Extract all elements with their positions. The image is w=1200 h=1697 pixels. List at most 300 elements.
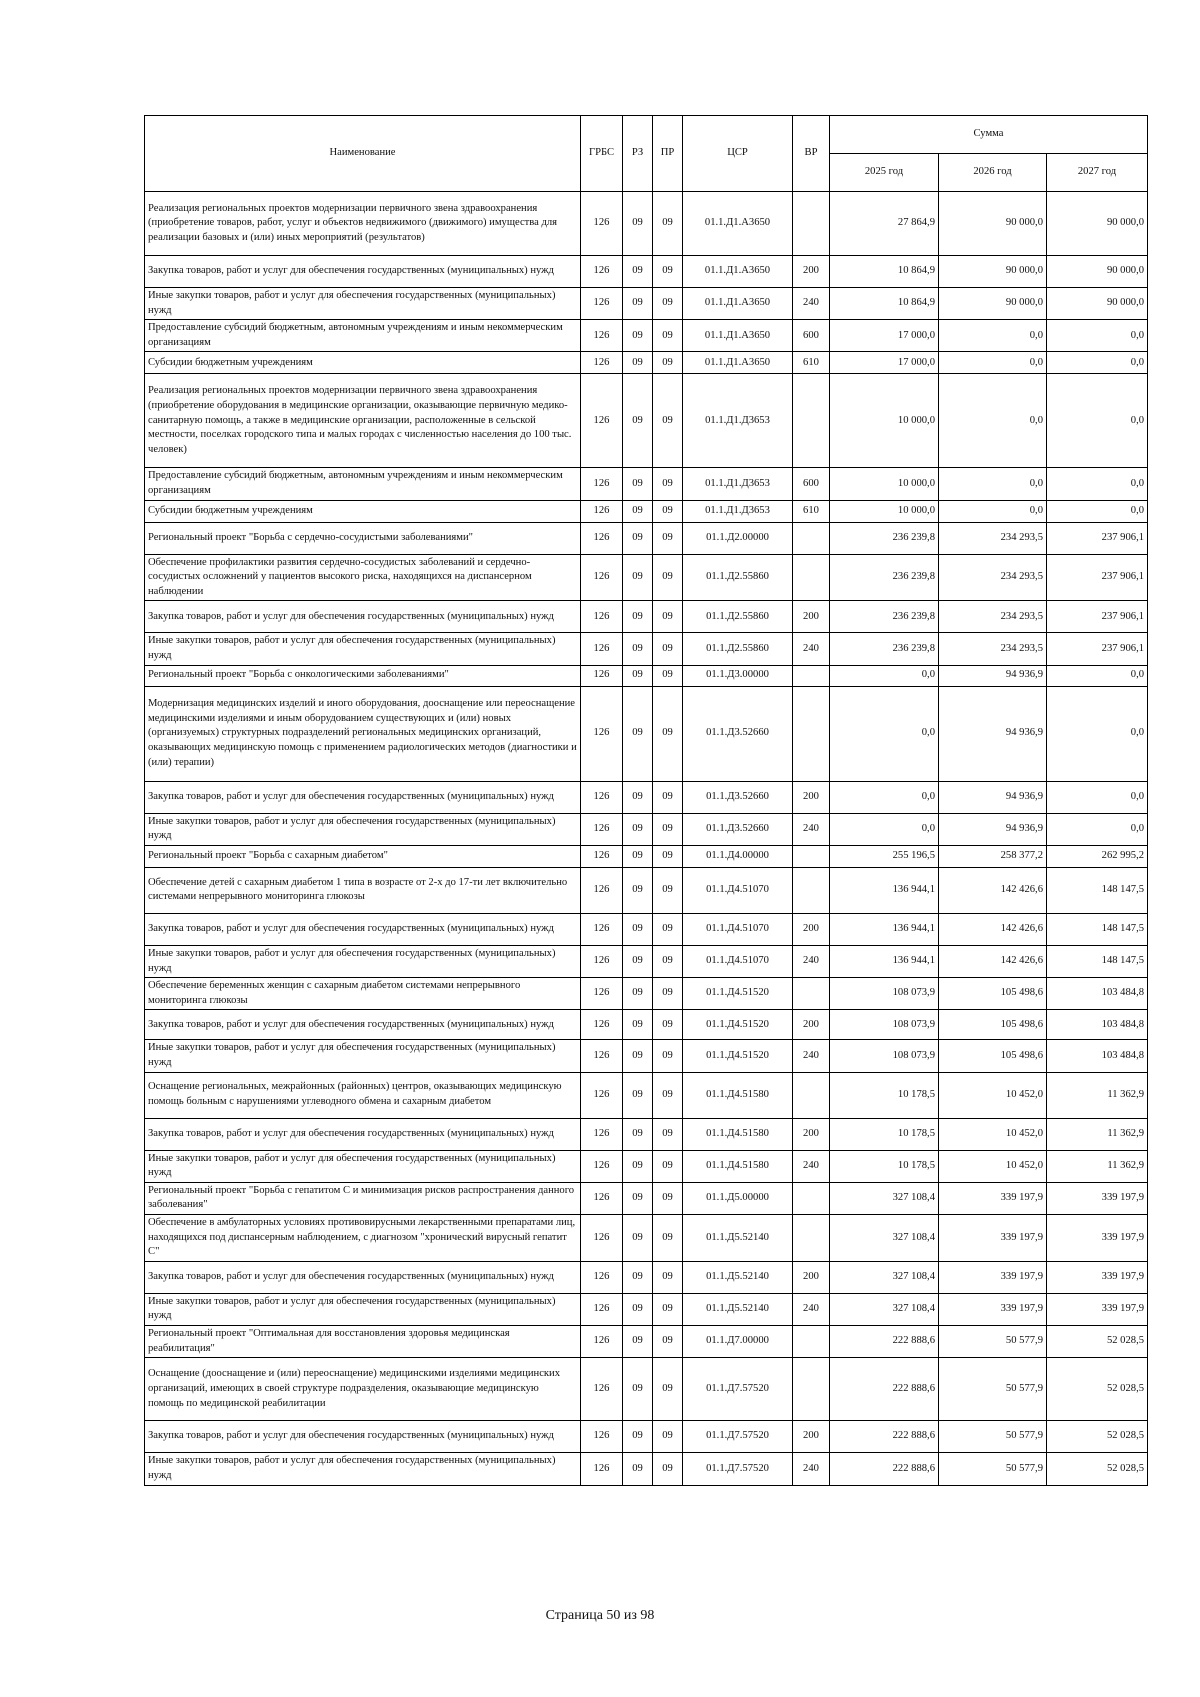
cell-name: Иные закупки товаров, работ и услуг для обеспечения государственных (муниципальных) нужд <box>145 633 581 665</box>
table-header <box>145 116 1148 192</box>
cell-sum-2027: 52 028,5 <box>1047 1421 1148 1453</box>
cell-name: Предоставление субсидий бюджетным, автономным учреждениям и иным некоммерческим организациям <box>145 320 581 352</box>
cell-name: Оснащение региональных, межрайонных (районных) центров, оказывающих медицинскую помощь больным с нарушениями углеводного обмена и сахарным диабетом <box>145 1072 581 1118</box>
budget-table <box>144 115 1148 1486</box>
cell-sum-2025: 136 944,1 <box>830 867 939 913</box>
cell-name: Иные закупки товаров, работ и услуг для обеспечения государственных (муниципальных) нужд <box>145 1150 581 1182</box>
cell-sum-2027: 339 197,9 <box>1047 1182 1148 1214</box>
cell-vr: 600 <box>793 468 830 500</box>
cell-vr <box>793 1182 830 1214</box>
cell-sum-2026: 339 197,9 <box>939 1182 1047 1214</box>
cell-rz: 09 <box>623 522 653 554</box>
cell-sum-2026: 142 426,6 <box>939 867 1047 913</box>
cell-name: Субсидии бюджетным учреждениям <box>145 352 581 374</box>
cell-sum-2025: 108 073,9 <box>830 1040 939 1072</box>
cell-name: Предоставление субсидий бюджетным, автономным учреждениям и иным некоммерческим организациям <box>145 468 581 500</box>
cell-sum-2025: 0,0 <box>830 781 939 813</box>
table-row <box>145 256 1148 288</box>
table-row <box>145 1010 1148 1040</box>
cell-name: Закупка товаров, работ и услуг для обеспечения государственных (муниципальных) нужд <box>145 256 581 288</box>
cell-vr: 240 <box>793 945 830 977</box>
cell-sum-2026: 0,0 <box>939 500 1047 522</box>
cell-sum-2025: 236 239,8 <box>830 633 939 665</box>
cell-sum-2026: 339 197,9 <box>939 1261 1047 1293</box>
cell-grbs: 126 <box>581 1421 623 1453</box>
cell-rz: 09 <box>623 867 653 913</box>
cell-vr <box>793 686 830 781</box>
cell-rz: 09 <box>623 256 653 288</box>
cell-sum-2025: 108 073,9 <box>830 978 939 1010</box>
table-row <box>145 1453 1148 1485</box>
cell-csr: 01.1.Д3.52660 <box>683 686 793 781</box>
cell-sum-2026: 105 498,6 <box>939 978 1047 1010</box>
cell-pr: 09 <box>653 845 683 867</box>
cell-sum-2027: 11 362,9 <box>1047 1118 1148 1150</box>
cell-sum-2026: 90 000,0 <box>939 192 1047 256</box>
table-row <box>145 1040 1148 1072</box>
cell-sum-2027: 148 147,5 <box>1047 945 1148 977</box>
cell-sum-2027: 52 028,5 <box>1047 1453 1148 1485</box>
cell-sum-2025: 0,0 <box>830 665 939 686</box>
table-row <box>145 1326 1148 1358</box>
header-pr: ПР <box>653 116 683 192</box>
table-row <box>145 978 1148 1010</box>
cell-sum-2026: 339 197,9 <box>939 1215 1047 1262</box>
cell-vr: 600 <box>793 320 830 352</box>
cell-name: Региональный проект "Борьба с сахарным диабетом" <box>145 845 581 867</box>
cell-sum-2025: 327 108,4 <box>830 1182 939 1214</box>
cell-sum-2025: 108 073,9 <box>830 1010 939 1040</box>
cell-sum-2027: 103 484,8 <box>1047 1040 1148 1072</box>
cell-vr <box>793 522 830 554</box>
cell-rz: 09 <box>623 554 653 601</box>
cell-csr: 01.1.Д7.57520 <box>683 1358 793 1421</box>
cell-grbs: 126 <box>581 913 623 945</box>
cell-sum-2026: 234 293,5 <box>939 554 1047 601</box>
cell-pr: 09 <box>653 1358 683 1421</box>
cell-name: Региональный проект "Борьба с онкологическими заболеваниями" <box>145 665 581 686</box>
cell-pr: 09 <box>653 288 683 320</box>
cell-csr: 01.1.Д7.57520 <box>683 1421 793 1453</box>
cell-vr: 200 <box>793 601 830 633</box>
cell-csr: 01.1.Д1.Д3653 <box>683 500 793 522</box>
cell-pr: 09 <box>653 522 683 554</box>
header-year-2025: 2025 год <box>830 154 939 192</box>
cell-csr: 01.1.Д1.А3650 <box>683 256 793 288</box>
cell-sum-2027: 339 197,9 <box>1047 1215 1148 1262</box>
cell-sum-2025: 10 178,5 <box>830 1118 939 1150</box>
cell-csr: 01.1.Д1.А3650 <box>683 320 793 352</box>
cell-name: Иные закупки товаров, работ и услуг для обеспечения государственных (муниципальных) нужд <box>145 1453 581 1485</box>
cell-pr: 09 <box>653 945 683 977</box>
cell-grbs: 126 <box>581 468 623 500</box>
cell-csr: 01.1.Д1.Д3653 <box>683 374 793 468</box>
header-sum: Сумма <box>830 116 1148 154</box>
cell-pr: 09 <box>653 1293 683 1325</box>
cell-sum-2027: 262 995,2 <box>1047 845 1148 867</box>
table-row <box>145 945 1148 977</box>
cell-csr: 01.1.Д1.А3650 <box>683 352 793 374</box>
cell-csr: 01.1.Д7.57520 <box>683 1453 793 1485</box>
cell-sum-2025: 236 239,8 <box>830 522 939 554</box>
cell-sum-2025: 136 944,1 <box>830 945 939 977</box>
header-rz: РЗ <box>623 116 653 192</box>
cell-grbs: 126 <box>581 1326 623 1358</box>
cell-csr: 01.1.Д4.00000 <box>683 845 793 867</box>
cell-grbs: 126 <box>581 500 623 522</box>
cell-pr: 09 <box>653 1261 683 1293</box>
cell-grbs: 126 <box>581 554 623 601</box>
cell-name: Региональный проект "Борьба с гепатитом С и минимизация рисков распространения данного заболевания" <box>145 1182 581 1214</box>
cell-sum-2026: 105 498,6 <box>939 1040 1047 1072</box>
cell-csr: 01.1.Д4.51070 <box>683 867 793 913</box>
cell-rz: 09 <box>623 1040 653 1072</box>
cell-csr: 01.1.Д7.00000 <box>683 1326 793 1358</box>
cell-sum-2027: 0,0 <box>1047 468 1148 500</box>
cell-grbs: 126 <box>581 633 623 665</box>
cell-sum-2027: 11 362,9 <box>1047 1072 1148 1118</box>
cell-pr: 09 <box>653 1215 683 1262</box>
cell-sum-2025: 10 178,5 <box>830 1150 939 1182</box>
cell-grbs: 126 <box>581 1040 623 1072</box>
cell-csr: 01.1.Д5.52140 <box>683 1215 793 1262</box>
cell-pr: 09 <box>653 1010 683 1040</box>
header-year-2027: 2027 год <box>1047 154 1148 192</box>
cell-sum-2026: 339 197,9 <box>939 1293 1047 1325</box>
cell-csr: 01.1.Д3.00000 <box>683 665 793 686</box>
cell-name: Закупка товаров, работ и услуг для обеспечения государственных (муниципальных) нужд <box>145 601 581 633</box>
cell-pr: 09 <box>653 686 683 781</box>
cell-vr: 240 <box>793 1453 830 1485</box>
cell-pr: 09 <box>653 913 683 945</box>
cell-grbs: 126 <box>581 945 623 977</box>
cell-vr <box>793 192 830 256</box>
cell-sum-2027: 0,0 <box>1047 665 1148 686</box>
cell-sum-2026: 258 377,2 <box>939 845 1047 867</box>
table-row <box>145 374 1148 468</box>
cell-vr: 200 <box>793 1010 830 1040</box>
cell-vr: 610 <box>793 500 830 522</box>
cell-pr: 09 <box>653 1453 683 1485</box>
table-row <box>145 686 1148 781</box>
cell-sum-2027: 339 197,9 <box>1047 1293 1148 1325</box>
cell-sum-2027: 0,0 <box>1047 813 1148 845</box>
cell-rz: 09 <box>623 352 653 374</box>
cell-rz: 09 <box>623 601 653 633</box>
cell-csr: 01.1.Д3.52660 <box>683 813 793 845</box>
cell-sum-2027: 90 000,0 <box>1047 256 1148 288</box>
cell-sum-2027: 0,0 <box>1047 352 1148 374</box>
cell-vr: 200 <box>793 256 830 288</box>
cell-sum-2026: 90 000,0 <box>939 256 1047 288</box>
table-row <box>145 1293 1148 1325</box>
cell-pr: 09 <box>653 1040 683 1072</box>
cell-rz: 09 <box>623 1293 653 1325</box>
cell-rz: 09 <box>623 1261 653 1293</box>
cell-pr: 09 <box>653 1182 683 1214</box>
cell-sum-2027: 148 147,5 <box>1047 867 1148 913</box>
cell-pr: 09 <box>653 978 683 1010</box>
cell-sum-2027: 52 028,5 <box>1047 1326 1148 1358</box>
cell-sum-2027: 0,0 <box>1047 781 1148 813</box>
cell-sum-2027: 237 906,1 <box>1047 601 1148 633</box>
cell-grbs: 126 <box>581 813 623 845</box>
cell-name: Закупка товаров, работ и услуг для обеспечения государственных (муниципальных) нужд <box>145 1010 581 1040</box>
cell-rz: 09 <box>623 945 653 977</box>
cell-vr <box>793 845 830 867</box>
table-row <box>145 554 1148 601</box>
cell-csr: 01.1.Д4.51520 <box>683 1040 793 1072</box>
cell-grbs: 126 <box>581 867 623 913</box>
cell-sum-2026: 0,0 <box>939 320 1047 352</box>
cell-name: Модернизация медицинских изделий и иного оборудования, дооснащение или переоснащение медицинскими изделиями и иным оборудованием существующих и (или) новых (организуемых) структурных подразделений региональных медицинских организаций, оказывающих медицинскую помощь с применением радиологических методов (диагностики и (или) терапии) <box>145 686 581 781</box>
cell-vr <box>793 978 830 1010</box>
cell-sum-2025: 10 864,9 <box>830 256 939 288</box>
cell-name: Закупка товаров, работ и услуг для обеспечения государственных (муниципальных) нужд <box>145 781 581 813</box>
cell-rz: 09 <box>623 781 653 813</box>
cell-sum-2025: 136 944,1 <box>830 913 939 945</box>
cell-rz: 09 <box>623 500 653 522</box>
cell-pr: 09 <box>653 813 683 845</box>
cell-csr: 01.1.Д4.51070 <box>683 945 793 977</box>
cell-name: Иные закупки товаров, работ и услуг для обеспечения государственных (муниципальных) нужд <box>145 813 581 845</box>
cell-pr: 09 <box>653 1118 683 1150</box>
cell-csr: 01.1.Д2.55860 <box>683 554 793 601</box>
cell-sum-2026: 234 293,5 <box>939 633 1047 665</box>
cell-pr: 09 <box>653 320 683 352</box>
cell-rz: 09 <box>623 1182 653 1214</box>
cell-sum-2026: 50 577,9 <box>939 1453 1047 1485</box>
cell-name: Закупка товаров, работ и услуг для обеспечения государственных (муниципальных) нужд <box>145 1421 581 1453</box>
cell-grbs: 126 <box>581 601 623 633</box>
cell-rz: 09 <box>623 1215 653 1262</box>
table-row <box>145 320 1148 352</box>
cell-pr: 09 <box>653 1421 683 1453</box>
table-row <box>145 845 1148 867</box>
cell-rz: 09 <box>623 288 653 320</box>
cell-sum-2027: 0,0 <box>1047 686 1148 781</box>
header-csr: ЦСР <box>683 116 793 192</box>
cell-vr <box>793 374 830 468</box>
table-row <box>145 1261 1148 1293</box>
table-body <box>145 192 1148 1486</box>
cell-grbs: 126 <box>581 1215 623 1262</box>
table-row <box>145 1215 1148 1262</box>
cell-rz: 09 <box>623 978 653 1010</box>
cell-sum-2027: 148 147,5 <box>1047 913 1148 945</box>
cell-sum-2025: 222 888,6 <box>830 1453 939 1485</box>
cell-sum-2027: 0,0 <box>1047 374 1148 468</box>
cell-pr: 09 <box>653 665 683 686</box>
cell-rz: 09 <box>623 813 653 845</box>
table-row <box>145 288 1148 320</box>
cell-rz: 09 <box>623 845 653 867</box>
cell-vr: 240 <box>793 1150 830 1182</box>
cell-pr: 09 <box>653 554 683 601</box>
cell-vr: 240 <box>793 1293 830 1325</box>
cell-sum-2027: 0,0 <box>1047 320 1148 352</box>
cell-name: Закупка товаров, работ и услуг для обеспечения государственных (муниципальных) нужд <box>145 1118 581 1150</box>
cell-vr: 240 <box>793 288 830 320</box>
cell-grbs: 126 <box>581 1010 623 1040</box>
cell-vr <box>793 1326 830 1358</box>
cell-grbs: 126 <box>581 1150 623 1182</box>
cell-sum-2027: 90 000,0 <box>1047 192 1148 256</box>
cell-sum-2026: 142 426,6 <box>939 913 1047 945</box>
cell-sum-2025: 10 000,0 <box>830 468 939 500</box>
table-row <box>145 522 1148 554</box>
cell-name: Обеспечение детей с сахарным диабетом 1 типа в возрасте от 2-х до 17-ти лет включительно системами непрерывного мониторинга глюкозы <box>145 867 581 913</box>
cell-rz: 09 <box>623 320 653 352</box>
cell-rz: 09 <box>623 192 653 256</box>
cell-grbs: 126 <box>581 352 623 374</box>
cell-sum-2026: 94 936,9 <box>939 781 1047 813</box>
table-row <box>145 665 1148 686</box>
cell-pr: 09 <box>653 192 683 256</box>
cell-name: Обеспечение в амбулаторных условиях противовирусными лекарственными препаратами лиц, находящихся под диспансерным наблюдением, с диагнозом "хронический вирусный гепатит С" <box>145 1215 581 1262</box>
cell-sum-2026: 0,0 <box>939 468 1047 500</box>
cell-sum-2026: 234 293,5 <box>939 601 1047 633</box>
cell-pr: 09 <box>653 1150 683 1182</box>
table-row <box>145 352 1148 374</box>
cell-sum-2026: 234 293,5 <box>939 522 1047 554</box>
cell-sum-2026: 50 577,9 <box>939 1421 1047 1453</box>
cell-sum-2025: 327 108,4 <box>830 1215 939 1262</box>
cell-vr: 200 <box>793 1421 830 1453</box>
table-row <box>145 867 1148 913</box>
cell-pr: 09 <box>653 352 683 374</box>
cell-name: Иные закупки товаров, работ и услуг для обеспечения государственных (муниципальных) нужд <box>145 945 581 977</box>
cell-grbs: 126 <box>581 665 623 686</box>
cell-vr: 610 <box>793 352 830 374</box>
cell-grbs: 126 <box>581 1072 623 1118</box>
cell-rz: 09 <box>623 1421 653 1453</box>
table-row <box>145 913 1148 945</box>
cell-csr: 01.1.Д4.51070 <box>683 913 793 945</box>
cell-sum-2025: 27 864,9 <box>830 192 939 256</box>
cell-grbs: 126 <box>581 374 623 468</box>
cell-sum-2026: 94 936,9 <box>939 813 1047 845</box>
cell-sum-2025: 236 239,8 <box>830 554 939 601</box>
cell-name: Иные закупки товаров, работ и услуг для обеспечения государственных (муниципальных) нужд <box>145 288 581 320</box>
cell-name: Обеспечение беременных женщин с сахарным диабетом системами непрерывного мониторинга глюкозы <box>145 978 581 1010</box>
page-number: Страница 50 из 98 <box>545 1608 655 1623</box>
cell-sum-2026: 0,0 <box>939 374 1047 468</box>
cell-pr: 09 <box>653 500 683 522</box>
cell-sum-2027: 90 000,0 <box>1047 288 1148 320</box>
cell-rz: 09 <box>623 1150 653 1182</box>
cell-vr <box>793 1215 830 1262</box>
table-row <box>145 1421 1148 1453</box>
cell-name: Субсидии бюджетным учреждениям <box>145 500 581 522</box>
cell-csr: 01.1.Д4.51580 <box>683 1118 793 1150</box>
cell-csr: 01.1.Д4.51580 <box>683 1072 793 1118</box>
cell-sum-2027: 237 906,1 <box>1047 522 1148 554</box>
cell-vr <box>793 1072 830 1118</box>
cell-sum-2026: 10 452,0 <box>939 1150 1047 1182</box>
cell-sum-2025: 10 000,0 <box>830 374 939 468</box>
cell-csr: 01.1.Д1.А3650 <box>683 288 793 320</box>
cell-grbs: 126 <box>581 1453 623 1485</box>
cell-name: Закупка товаров, работ и услуг для обеспечения государственных (муниципальных) нужд <box>145 1261 581 1293</box>
cell-name: Иные закупки товаров, работ и услуг для обеспечения государственных (муниципальных) нужд <box>145 1293 581 1325</box>
cell-rz: 09 <box>623 1072 653 1118</box>
cell-vr: 200 <box>793 781 830 813</box>
cell-sum-2025: 10 000,0 <box>830 500 939 522</box>
cell-grbs: 126 <box>581 845 623 867</box>
cell-name: Реализация региональных проектов модернизации первичного звена здравоохранения (приобретение товаров, работ, услуг и объектов недвижимого (движимого) имущества для реализации базовых и (или) иных мероприятий (результатов) <box>145 192 581 256</box>
cell-csr: 01.1.Д5.52140 <box>683 1261 793 1293</box>
cell-sum-2027: 11 362,9 <box>1047 1150 1148 1182</box>
cell-sum-2027: 103 484,8 <box>1047 978 1148 1010</box>
cell-sum-2026: 0,0 <box>939 352 1047 374</box>
cell-sum-2025: 10 864,9 <box>830 288 939 320</box>
cell-sum-2025: 327 108,4 <box>830 1261 939 1293</box>
header-vr: ВР <box>793 116 830 192</box>
cell-name: Оснащение (дооснащение и (или) переоснащение) медицинскими изделиями медицинских организаций, имеющих в своей структуре подразделения, оказывающие медицинскую помощь по медицинской реабилитации <box>145 1358 581 1421</box>
cell-csr: 01.1.Д5.52140 <box>683 1293 793 1325</box>
cell-sum-2027: 237 906,1 <box>1047 554 1148 601</box>
cell-sum-2025: 17 000,0 <box>830 352 939 374</box>
cell-rz: 09 <box>623 665 653 686</box>
cell-sum-2026: 142 426,6 <box>939 945 1047 977</box>
cell-sum-2025: 222 888,6 <box>830 1421 939 1453</box>
cell-grbs: 126 <box>581 288 623 320</box>
cell-sum-2026: 10 452,0 <box>939 1072 1047 1118</box>
cell-csr: 01.1.Д4.51580 <box>683 1150 793 1182</box>
cell-grbs: 126 <box>581 781 623 813</box>
table-row <box>145 1150 1148 1182</box>
cell-rz: 09 <box>623 1326 653 1358</box>
cell-sum-2026: 50 577,9 <box>939 1358 1047 1421</box>
table-row <box>145 192 1148 256</box>
cell-vr: 200 <box>793 1261 830 1293</box>
cell-csr: 01.1.Д2.00000 <box>683 522 793 554</box>
cell-vr: 240 <box>793 633 830 665</box>
cell-rz: 09 <box>623 686 653 781</box>
cell-grbs: 126 <box>581 192 623 256</box>
cell-sum-2026: 94 936,9 <box>939 686 1047 781</box>
table-row <box>145 1118 1148 1150</box>
table-row <box>145 813 1148 845</box>
cell-rz: 09 <box>623 1010 653 1040</box>
cell-pr: 09 <box>653 468 683 500</box>
cell-csr: 01.1.Д1.А3650 <box>683 192 793 256</box>
cell-csr: 01.1.Д5.00000 <box>683 1182 793 1214</box>
cell-pr: 09 <box>653 256 683 288</box>
cell-csr: 01.1.Д3.52660 <box>683 781 793 813</box>
cell-csr: 01.1.Д4.51520 <box>683 1010 793 1040</box>
cell-sum-2026: 50 577,9 <box>939 1326 1047 1358</box>
cell-pr: 09 <box>653 1326 683 1358</box>
cell-vr <box>793 1358 830 1421</box>
cell-sum-2025: 0,0 <box>830 686 939 781</box>
cell-grbs: 126 <box>581 1182 623 1214</box>
cell-rz: 09 <box>623 374 653 468</box>
cell-pr: 09 <box>653 1072 683 1118</box>
cell-name: Закупка товаров, работ и услуг для обеспечения государственных (муниципальных) нужд <box>145 913 581 945</box>
cell-vr <box>793 554 830 601</box>
cell-pr: 09 <box>653 867 683 913</box>
cell-grbs: 126 <box>581 686 623 781</box>
cell-sum-2025: 222 888,6 <box>830 1358 939 1421</box>
table-row <box>145 468 1148 500</box>
cell-sum-2025: 327 108,4 <box>830 1293 939 1325</box>
cell-csr: 01.1.Д1.Д3653 <box>683 468 793 500</box>
table-row <box>145 1358 1148 1421</box>
cell-pr: 09 <box>653 374 683 468</box>
cell-vr: 240 <box>793 1040 830 1072</box>
